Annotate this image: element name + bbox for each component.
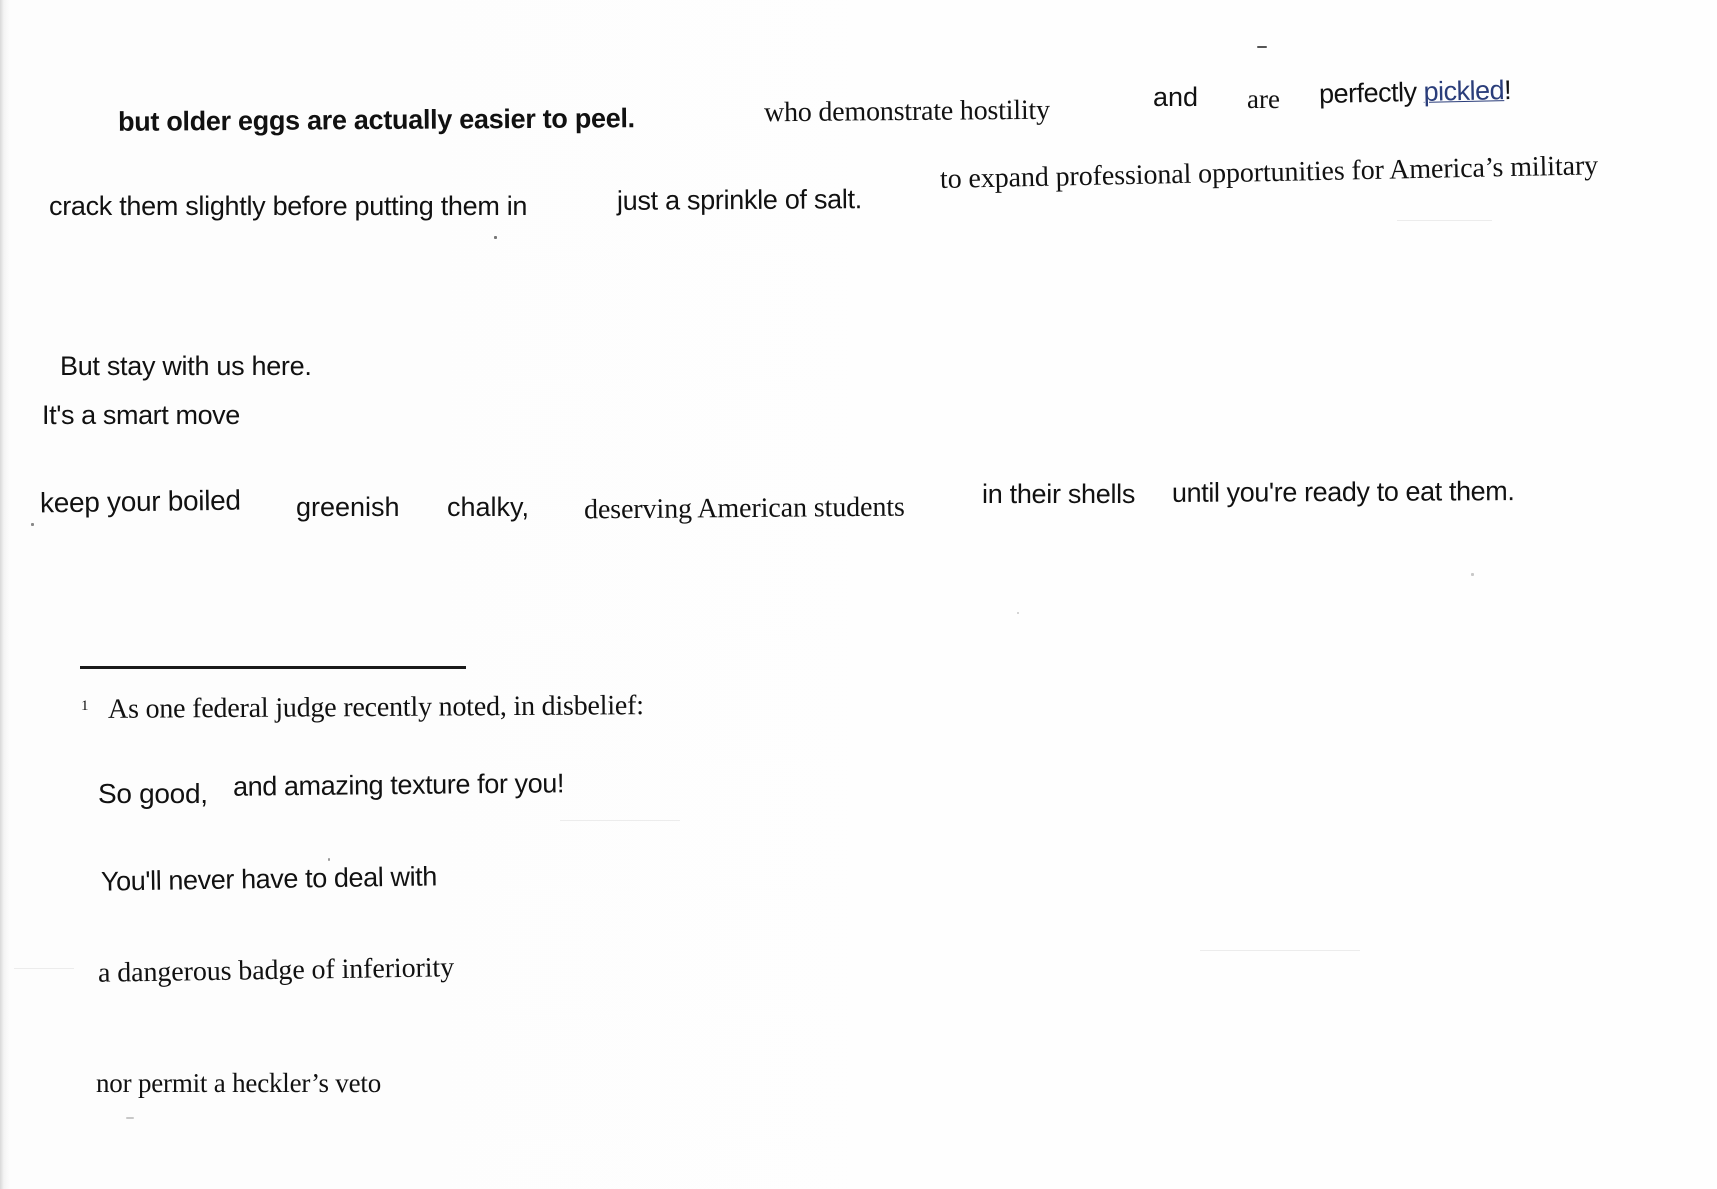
fragment-perfectly-pickled xyxy=(1318,74,1512,110)
scan-streak xyxy=(1200,950,1360,951)
fragment-ready-to-eat: until you're ready to eat them. xyxy=(1171,476,1515,508)
fragment-expand-opportunities: to expand professional opportunities for America’s military xyxy=(939,150,1599,195)
fragment-deserving-students: deserving American students xyxy=(583,491,905,526)
scan-speck xyxy=(1471,573,1474,576)
scan-streak xyxy=(14,968,74,969)
pickled-link[interactable]: pickled xyxy=(1423,75,1505,107)
fragment-chalky: chalky, xyxy=(447,492,530,522)
fragment-greenish: greenish xyxy=(296,492,400,522)
footnote-separator-rule xyxy=(80,666,466,669)
fragment-never-have-to-deal: You'll never have to deal with xyxy=(100,861,438,897)
scan-speck xyxy=(126,1117,134,1119)
fragment-hecklers-veto: nor permit a heckler’s veto xyxy=(96,1068,381,1098)
fragment-in-their-shells: in their shells xyxy=(982,479,1136,509)
footnote-marker: 1 xyxy=(81,698,89,714)
fragment-are: are xyxy=(1247,84,1280,114)
scan-speck xyxy=(328,858,330,861)
fragment-who-demonstrate-hostility: who demonstrate hostility xyxy=(763,94,1050,129)
fragment-federal-judge: As one federal judge recently noted, in disbelief: xyxy=(107,690,644,725)
fragment-stay-with-us: But stay with us here. xyxy=(60,351,312,381)
fragment-older-eggs: but older eggs are actually easier to peel. xyxy=(117,103,635,137)
fragment-exclamation: ! xyxy=(1503,74,1512,106)
scan-streak xyxy=(560,820,680,821)
fragment-crack-them-slightly: crack them slightly before putting them in xyxy=(49,191,528,221)
scan-speck xyxy=(1017,612,1019,614)
scan-streak xyxy=(1397,220,1492,221)
fragment-perfectly: perfectly xyxy=(1318,76,1417,110)
fragment-amazing-texture: and amazing texture for you! xyxy=(232,768,565,802)
fragment-and: and xyxy=(1153,82,1199,112)
fragment-sprinkle-of-salt: just a sprinkle of salt. xyxy=(616,184,863,216)
fragment-keep-your-boiled: keep your boiled xyxy=(39,484,241,519)
fragment-smart-move: It's a smart move xyxy=(42,400,240,430)
scan-speck xyxy=(1257,46,1267,48)
scan-speck xyxy=(494,236,497,239)
scan-speck xyxy=(31,523,34,526)
fragment-so-good: So good, xyxy=(98,778,208,809)
fragment-badge-of-inferiority: a dangerous badge of inferiority xyxy=(97,952,455,989)
